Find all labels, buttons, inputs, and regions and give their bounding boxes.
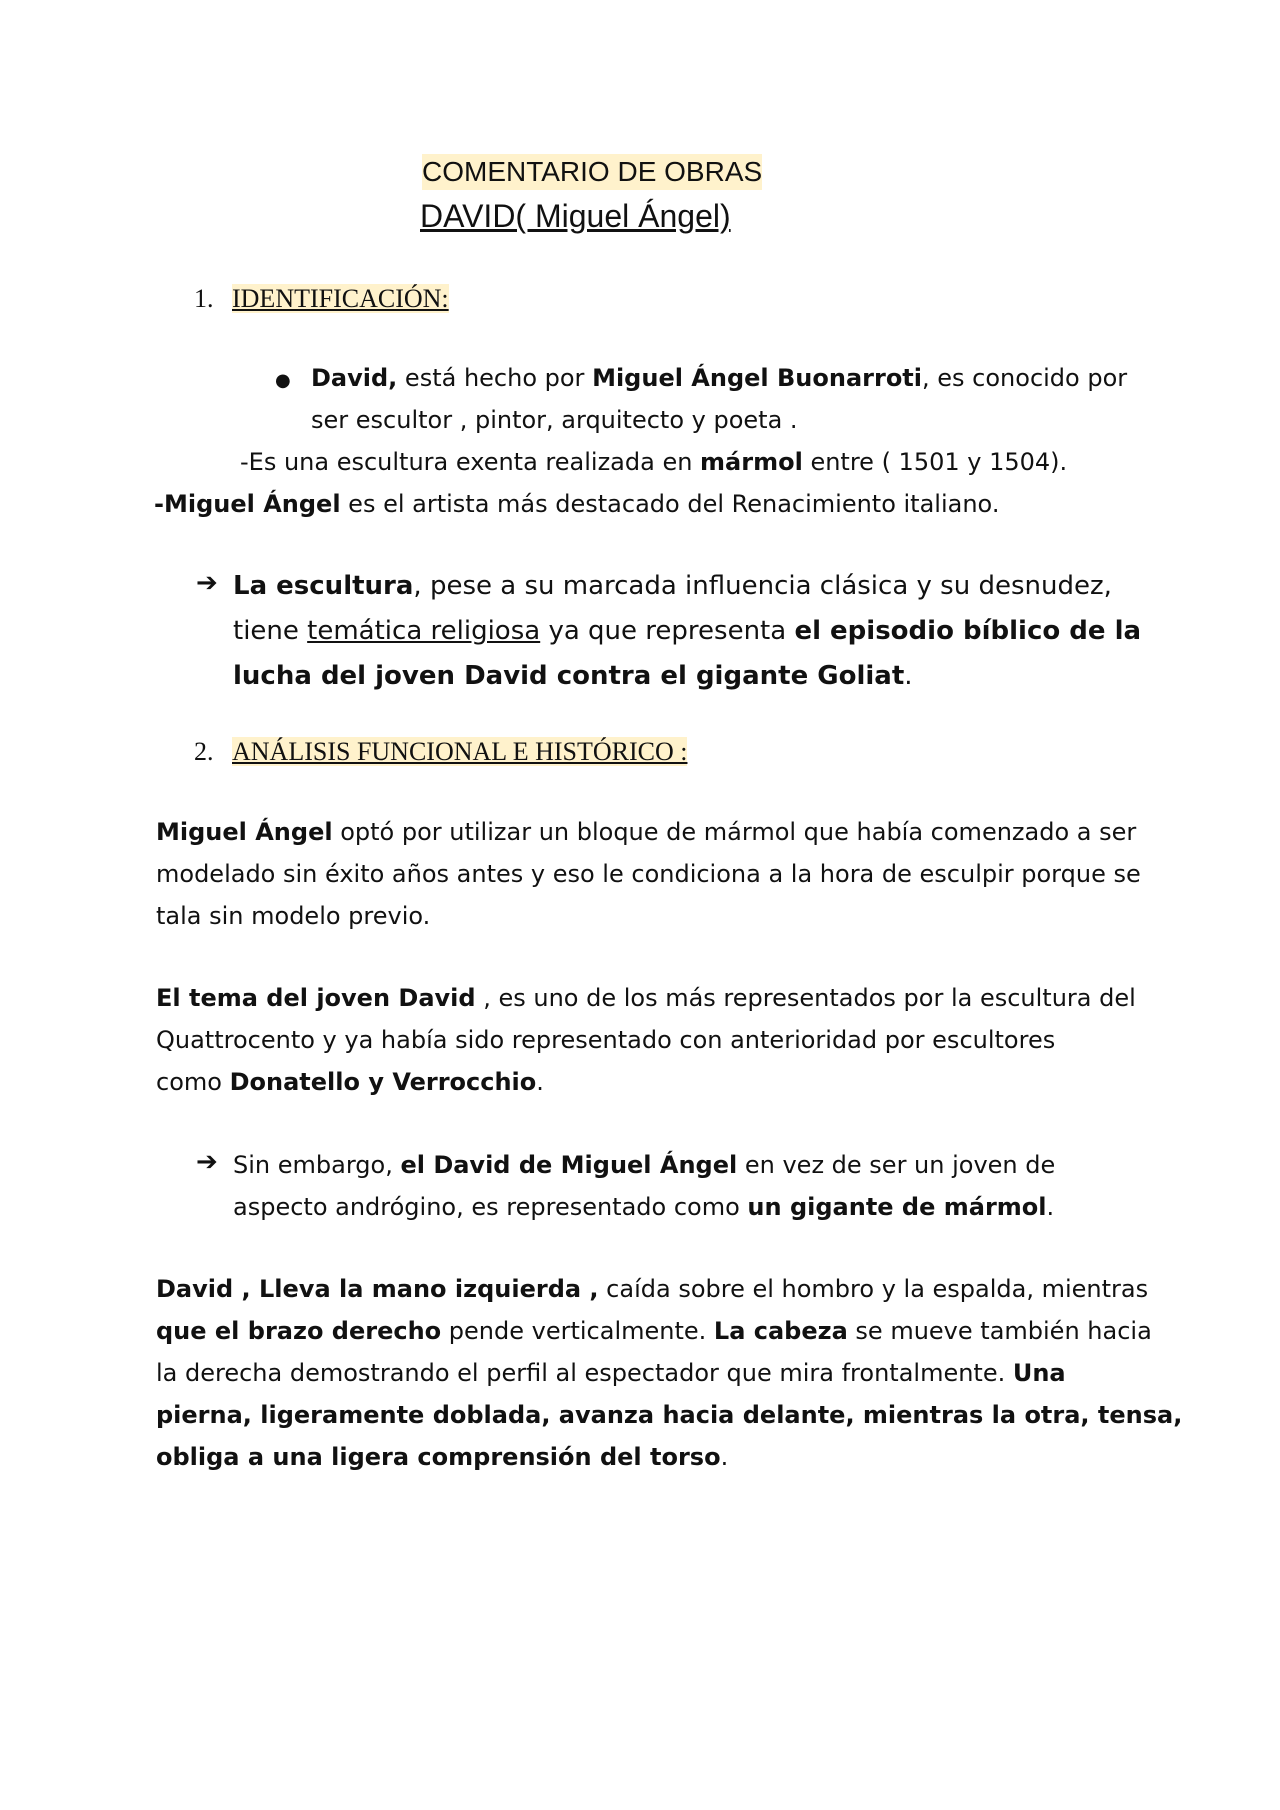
arrow-paragraph-line-3 xyxy=(233,654,913,699)
paragraph-1-line-1 xyxy=(156,811,1136,853)
text-line xyxy=(154,483,999,525)
bold-text: lucha del joven David contra el gigante Goliat xyxy=(233,661,905,691)
bold-text: Miguel Ángel xyxy=(156,818,333,846)
text: , es uno de los más representados por la escultura del xyxy=(475,984,1136,1012)
text: en vez de ser un joven de xyxy=(737,1151,1056,1179)
bold-text: La cabeza xyxy=(713,1317,848,1345)
paragraph-3-line-2 xyxy=(156,1310,1152,1352)
bold-text: el David de Miguel Ángel xyxy=(400,1151,738,1179)
text: entre ( 1501 y 1504). xyxy=(802,448,1068,476)
text: -Es una escultura exenta realizada en xyxy=(240,448,701,476)
bold-text: un gigante de mármol xyxy=(747,1193,1047,1221)
text: , pese a su marcada influencia clásica y su desnudez, xyxy=(413,571,1112,601)
text: caída sobre el hombro y la espalda, mientras xyxy=(598,1275,1149,1303)
paragraph-3-line-3 xyxy=(156,1352,1066,1394)
bold-text: que el brazo derecho xyxy=(156,1317,442,1345)
section-number: 2. xyxy=(194,737,214,766)
paragraph-2-line-3 xyxy=(156,1061,544,1103)
text: es el artista más destacado del Renacimiento italiano. xyxy=(340,490,1000,518)
bold-text: mármol xyxy=(700,448,803,476)
bullet-icon: ● xyxy=(275,370,291,391)
bold-text: -Miguel Ángel xyxy=(154,490,341,518)
text: se mueve también hacia xyxy=(847,1317,1152,1345)
underlined-text: temática religiosa xyxy=(307,616,541,646)
paragraph-2-line-1 xyxy=(156,977,1136,1019)
section-title: ANÁLISIS FUNCIONAL E HISTÓRICO : xyxy=(232,737,688,766)
document-title: COMENTARIO DE OBRAS xyxy=(422,154,762,190)
text: . xyxy=(720,1443,729,1471)
paragraph-1-line-3: tala sin modelo previo. xyxy=(156,902,431,930)
bold-text: El tema del joven David xyxy=(156,984,476,1012)
bold-text: obliga a una ligera comprensión del torso xyxy=(156,1443,721,1471)
text: pende verticalmente. xyxy=(441,1317,714,1345)
text: Sin embargo, xyxy=(233,1151,401,1179)
paragraph-1-line-2: modelado sin éxito años antes y eso le condiciona a la hora de esculpir porque se xyxy=(156,860,1141,888)
section-2-heading xyxy=(194,734,687,770)
text: . xyxy=(904,661,913,691)
arrow-paragraph-line-2 xyxy=(233,1186,1054,1228)
paragraph-3-line-5 xyxy=(156,1436,728,1478)
bold-text: Una xyxy=(1012,1359,1066,1387)
text: aspecto andrógino, es representado como xyxy=(233,1193,748,1221)
text: ya que representa xyxy=(540,616,795,646)
arrow-paragraph-line-2 xyxy=(233,609,1141,654)
arrow-right-icon: ➔ xyxy=(196,568,218,598)
bullet-line-2: ser escultor , pintor, arquitecto y poeta . xyxy=(311,406,798,434)
arrow-right-icon: ➔ xyxy=(196,1147,218,1177)
text: como xyxy=(156,1068,230,1096)
section-number: 1. xyxy=(194,284,214,313)
text: . xyxy=(536,1068,544,1096)
bold-text: David , Lleva la mano izquierda , xyxy=(156,1275,599,1303)
bold-text: pierna, ligeramente doblada, avanza hacia delante, mientras la otra, tensa, xyxy=(156,1401,1183,1429)
text: tiene xyxy=(233,616,308,646)
paragraph-3-line-4 xyxy=(156,1394,1182,1436)
section-title: IDENTIFICACIÓN: xyxy=(232,284,449,313)
section-1-heading xyxy=(194,281,449,317)
text: , es conocido por xyxy=(922,364,1128,392)
text: . xyxy=(1046,1193,1055,1221)
bold-text: La escultura xyxy=(233,571,414,601)
bold-text: Miguel Ángel Buonarroti xyxy=(592,364,923,392)
bold-text: David, xyxy=(311,364,398,392)
document-subtitle: DAVID( Miguel Ángel) xyxy=(420,198,731,234)
paragraph-2-line-2: Quattrocento y ya había sido representado con anterioridad por escultores xyxy=(156,1026,1056,1054)
paragraph-3-line-1 xyxy=(156,1268,1148,1310)
arrow-paragraph-line-1 xyxy=(233,1144,1055,1186)
text-line xyxy=(240,441,1067,483)
bold-text: el episodio bíblico de la xyxy=(794,616,1142,646)
text: está hecho por xyxy=(397,364,593,392)
bold-text: Donatello y Verrocchio xyxy=(229,1068,537,1096)
text: optó por utilizar un bloque de mármol que había comenzado a ser xyxy=(332,818,1137,846)
arrow-paragraph-line-1 xyxy=(233,564,1112,609)
text: la derecha demostrando el perfil al espectador que mira frontalmente. xyxy=(156,1359,1013,1387)
bullet-line-1 xyxy=(311,357,1127,399)
